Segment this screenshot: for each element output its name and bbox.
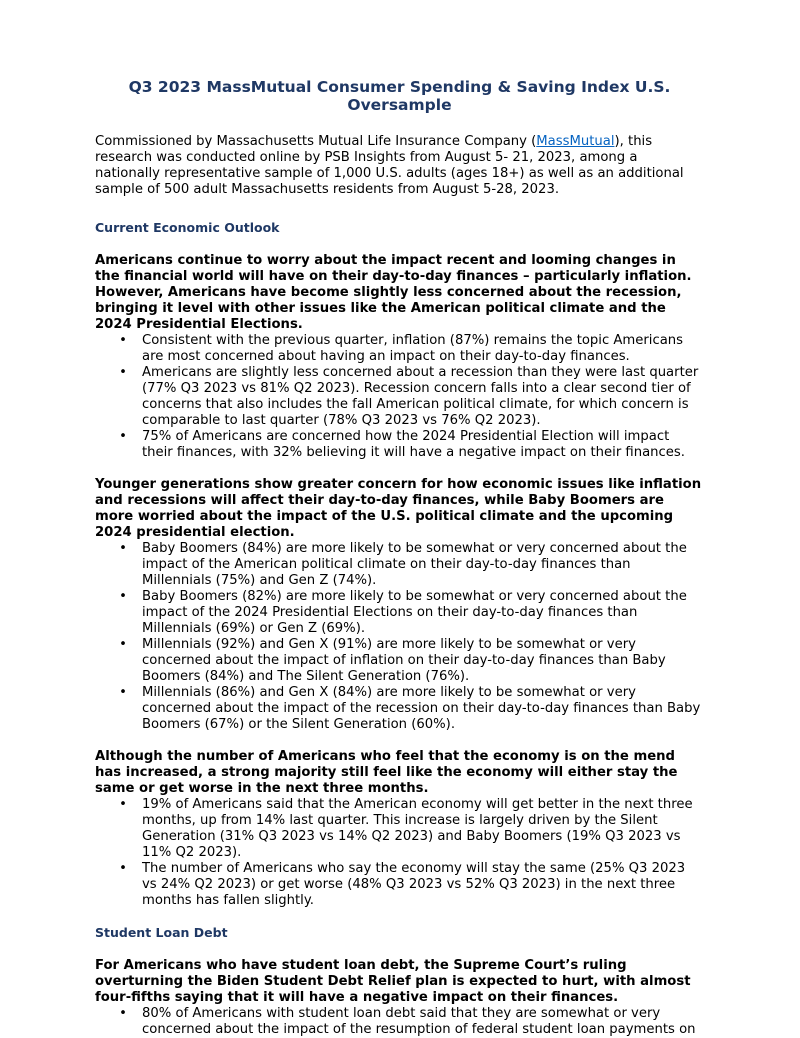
- bullet-icon: •: [119, 797, 127, 812]
- list-item: [95, 861, 704, 909]
- list-item-text: The number of Americans who say the economy will stay the same (25% Q3 2023 vs 24% Q2 2023) or get worse (48% Q3 2023 vs 52% Q3 2023) in the next three months has fallen slightly.: [142, 861, 686, 908]
- list-item: [95, 637, 704, 685]
- section-current-economic-outlook: [95, 220, 704, 909]
- list-item-text: Baby Boomers (84%) are more likely to be somewhat or very concerned about the impact of the American political climate on their day-to-day finances than Millennials (75%) and Gen Z (74%).: [142, 541, 687, 588]
- section-student-loan-debt: [95, 925, 704, 1038]
- list-item-text: 80% of Americans with student loan debt said that they are somewhat or very concerned about the impact of the resumption of federal student loan payments on: [142, 1006, 696, 1037]
- bullet-list: [95, 797, 704, 909]
- list-item-text: Americans are slightly less concerned about a recession than they were last quarter (77% Q3 2023 vs 81% Q2 2023). Recession concern falls into a clear second tier of concerns that also includes the fall American political climate, for which concern is comparable to last quarter (78% Q3 2023 vs 76% Q2 2023).: [142, 365, 699, 428]
- list-item-text: 75% of Americans are concerned how the 2024 Presidential Election will impact their finances, with 32% believing it will have a negative impact on their finances.: [142, 429, 685, 460]
- intro-text-after-link: ), this research was conducted online by PSB Insights from August 5- 21, 2023, among a nationally representative sample of 1,000 U.S. adults (ages 18+) as well as an additional sample of 500 adult Massachusetts residents from August 5-28, 2023.: [95, 134, 684, 197]
- block-lead: Younger generations show greater concern for how economic issues like inflation and recessions will affect their day-to-day finances, while Baby Boomers are more worried about the impact of the U.S. political climate and the upcoming 2024 presidential election.: [95, 477, 702, 540]
- intro-text-before-link: Commissioned by Massachusetts Mutual Life Insurance Company (: [95, 134, 537, 149]
- intro-paragraph: [95, 134, 704, 198]
- list-item-text: 19% of Americans said that the American economy will get better in the next three months, up from 14% last quarter. This increase is largely driven by the Silent Generation (31% Q3 2023 vs 14% Q2 2023) and Baby Boomers (19% Q3 2023 vs 11% Q2 2023).: [142, 797, 693, 860]
- bullet-list: [95, 541, 704, 733]
- list-item: [95, 365, 704, 429]
- list-item: [95, 589, 704, 637]
- list-item-text: Baby Boomers (82%) are more likely to be somewhat or very concerned about the impact of the 2024 Presidential Elections on their day-to-day finances than Millennials (69%) or Gen Z (69%).: [142, 589, 687, 636]
- bullet-icon: •: [119, 365, 127, 380]
- section-heading: Student Loan Debt: [95, 925, 228, 940]
- list-item: [95, 429, 704, 461]
- block-lead: Although the number of Americans who feel that the economy is on the mend has increased, a strong majority still feel like the economy will either stay the same or get worse in the next three months.: [95, 749, 678, 796]
- bullet-icon: •: [119, 589, 127, 604]
- list-item-text: Millennials (86%) and Gen X (84%) are more likely to be somewhat or very concerned about the impact of the recession on their day-to-day finances than Baby Boomers (67%) or the Silent Generation (60%).: [142, 685, 701, 732]
- bullet-list: [95, 1006, 704, 1038]
- bullet-list: [95, 333, 704, 461]
- list-item: [95, 797, 704, 861]
- massmutual-link[interactable]: MassMutual: [536, 134, 615, 149]
- bullet-icon: •: [119, 861, 127, 876]
- list-item-text: Consistent with the previous quarter, inflation (87%) remains the topic Americans are most concerned about having an impact on their day-to-day finances.: [142, 333, 684, 364]
- list-item: [95, 685, 704, 733]
- document-title: Q3 2023 MassMutual Consumer Spending & Saving Index U.S. Oversample: [128, 78, 671, 114]
- bullet-icon: •: [119, 429, 127, 444]
- bullet-icon: •: [119, 637, 127, 652]
- section-heading: Current Economic Outlook: [95, 220, 280, 235]
- bullet-icon: •: [119, 685, 127, 700]
- block-lead: Americans continue to worry about the impact recent and looming changes in the financial world will have on their day-to-day finances – particularly inflation. However, Americans have become slightly less concerned about the recession, bringing it level with other issues like the American political climate and the 2024 Presidential Elections.: [95, 253, 692, 332]
- bullet-icon: •: [119, 541, 127, 556]
- bullet-icon: •: [119, 1006, 127, 1021]
- list-item: [95, 541, 704, 589]
- list-item: [95, 333, 704, 365]
- bullet-icon: •: [119, 333, 127, 348]
- list-item: [95, 1006, 704, 1038]
- block-lead: For Americans who have student loan debt, the Supreme Court’s ruling overturning the Biden Student Debt Relief plan is expected to hurt, with almost four-fifths saying that it will have a negative impact on their finances.: [95, 958, 691, 1005]
- list-item-text: Millennials (92%) and Gen X (91%) are more likely to be somewhat or very concerned about the impact of inflation on their day-to-day finances than Baby Boomers (84%) and The Silent Generation (76%).: [142, 637, 666, 684]
